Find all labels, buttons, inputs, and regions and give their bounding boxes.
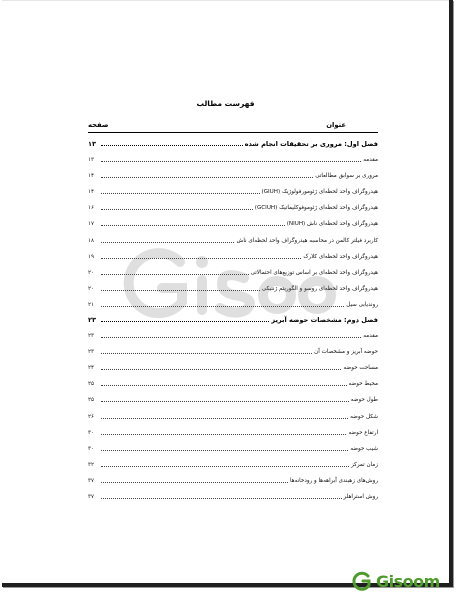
page-title: فهرست مطالب [196, 99, 255, 108]
toc-row [88, 485, 378, 501]
toc-page-number: ۱۹ [88, 253, 95, 260]
toc-entry-title: ارتفاع حوضه [348, 429, 378, 436]
toc-entry-title: محیط حوضه [348, 381, 378, 388]
toc-entry-title: روندیابی سیل [346, 301, 378, 308]
toc-page-number: ۲۵ [88, 397, 95, 404]
dot-leader [101, 401, 349, 402]
dot-leader [101, 434, 346, 435]
toc-page-number: ۲۱ [88, 301, 95, 308]
gisoom-logo-icon [352, 571, 374, 591]
toc-page-number: ۱۷ [88, 221, 95, 228]
toc-row [88, 437, 378, 453]
toc-entry-title: فصل دوم: مشخصات حوضه آبریز [271, 315, 378, 324]
gisoom-brand [352, 571, 440, 591]
dot-leader [101, 177, 313, 178]
toc-row [88, 212, 378, 228]
toc-entry-title: شکل حوضه [350, 413, 378, 420]
toc-entry-title: مروری بر سوابق مطالعاتی [315, 173, 378, 180]
toc-page-number: ۳۷ [88, 477, 95, 484]
toc-row [88, 469, 378, 485]
toc-chapter-row [88, 138, 378, 148]
page-column-header: صفحه [88, 121, 109, 129]
toc-entry-title: طول حوضه [350, 397, 378, 404]
toc-page-number: ۲۳ [88, 333, 95, 340]
dot-leader [101, 385, 347, 386]
toc-page-number: ۲۳ [88, 349, 95, 356]
dot-leader [101, 450, 348, 451]
toc-entry-title: هیدروگراف واحد لحظه‌ای بر اساس توزیع‌های احتمالاتی [250, 269, 378, 276]
toc-row [88, 148, 378, 164]
toc-entry-title: هیدروگراف واحد لحظه‌ای ناش (NIUH) [286, 221, 378, 228]
toc-entry-title: کاربرد فیلتر کالمن در محاسبه هیدروگراف واحد لحظه‌ای ناش [236, 237, 378, 244]
toc-entry-title: زمان تمرکز [351, 461, 378, 468]
toc-entry-title: مقدمه [363, 157, 378, 164]
toc-row [88, 372, 378, 388]
toc-entry-title: فصل اول: مروری بر تحقیقات انجام شده [244, 140, 378, 148]
toc-page-number: ۱۴ [88, 189, 95, 196]
toc-entry-title: مساحت حوضه [343, 365, 378, 372]
toc-entry-title: روش‌های زهبندی آبراهه‌ها و رودخانه‌ها [289, 477, 378, 484]
toc-page-number: ۲۳ [88, 315, 97, 324]
brand-text: Gisoom [376, 571, 440, 591]
toc-page-number: ۱۳ [88, 157, 95, 164]
toc-page-number: ۱۳ [88, 140, 97, 148]
toc-row [88, 453, 378, 469]
toc-page-number: ۳۲ [88, 461, 95, 468]
toc-entry-title: هیدروگراف واحد لحظه‌ای ژئوموفوکلیماتیک (GCIUH) [254, 205, 378, 212]
toc-page-number: ۳۰ [88, 429, 95, 436]
toc-entry-title: شیب حوضه [350, 445, 378, 452]
toc-entry-title: حوضه آبریز و مشخصات آن [314, 349, 378, 356]
toc-row [88, 404, 378, 420]
dot-leader [101, 466, 349, 467]
dot-leader [101, 145, 243, 146]
toc-row [88, 180, 378, 196]
dot-leader [101, 482, 288, 483]
toc-row [88, 388, 378, 404]
document-page [2, 0, 453, 587]
dot-leader [101, 369, 341, 370]
toc-page-number: ۱۸ [88, 237, 95, 244]
toc-entry-title: هیدروگراف واحد لحظه‌ای روسو و الگوریتم ژنتیکی [261, 285, 378, 292]
dot-leader [101, 193, 260, 194]
dot-leader [101, 225, 285, 226]
toc-page-number: ۳۰ [88, 445, 95, 452]
dot-leader [101, 209, 253, 210]
toc-entry-title: روش استراهلر [343, 493, 378, 500]
dot-leader [101, 353, 312, 354]
toc-row [88, 421, 378, 437]
toc-page-number: ۱۴ [88, 173, 95, 180]
toc-entry-title: مقدمه [363, 333, 378, 340]
toc-page-number: ۲۶ [88, 413, 95, 420]
header-rule [88, 132, 378, 133]
toc-row [88, 164, 378, 180]
watermark-logo-icon [122, 240, 352, 330]
toc-page-number: ۲۰ [88, 285, 95, 292]
dot-leader [101, 161, 361, 162]
toc-page-number: ۳۷ [88, 493, 95, 500]
dot-leader [101, 418, 348, 419]
toc-page-number: ۲۰ [88, 269, 95, 276]
toc-page-number: ۲۴ [88, 365, 95, 372]
title-column-header: عنوان [326, 121, 346, 129]
toc-page-number: ۱۶ [88, 205, 95, 212]
toc-page-number: ۲۵ [88, 381, 95, 388]
toc-row [88, 196, 378, 212]
dot-leader [101, 337, 361, 338]
toc-row [88, 340, 378, 356]
toc-entry-title: هیدروگراف واحد لحظه‌ای کلارک [303, 253, 378, 260]
toc-entry-title: هیدروگراف واحد لحظه‌ای ژئومورفولوژیک (GIUH) [261, 189, 378, 196]
dot-leader [101, 498, 342, 499]
toc-row [88, 356, 378, 372]
